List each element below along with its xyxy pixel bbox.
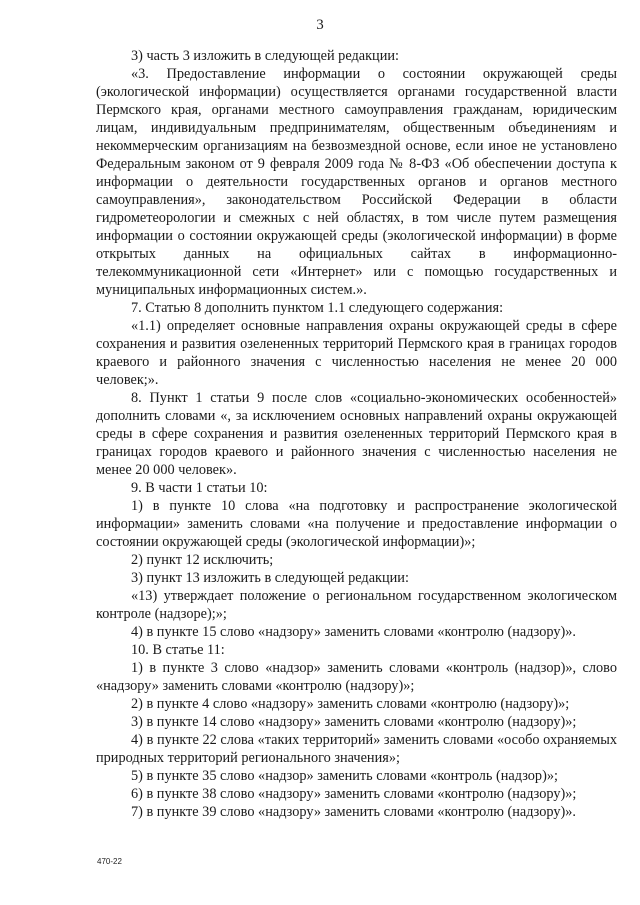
- paragraph-item-10-6: 6) в пункте 38 слово «надзору» заменить словами «контролю (надзору)»;: [131, 786, 577, 802]
- paragraph-item-7: 7. Статью 8 дополнить пунктом 1.1 следующего содержания:: [131, 300, 504, 316]
- paragraph-item-10-2: 2) в пункте 4 слово «надзору» заменить словами «контролю (надзору)»;: [131, 696, 570, 712]
- paragraph-item-9-1: 1) в пункте 10 слова «на подготовку и распространение экологической информации» заменить словами «на получение и предоставление информации о состоянии окружающей среды (экологической информации)»;: [96, 498, 617, 550]
- paragraph-part-3-text: «3. Предоставление информации о состоянии окружающей среды (экологической информации) осуществляется органами государственной власти Пермского края, органами местного самоуправления гражданам, юридическим лицам, индивидуальным предпринимателям, общественным объединениям и некоммерческим организациям на безвозмездной основе, если иное не установлено Федеральным законом от 9 февраля 2009 года № 8-ФЗ «Об обеспечении доступа к информации о деятельности государственных органов и органов местного самоуправления», законодательством Российской Федерации в области гидрометеорологии и смежных с ней областях, в том числе путем размещения информации о состоянии окружающей среды (экологической информации) в форме открытых данных на официальных сайтах в информационно-телекоммуникационной сети «Интернет» или с помощью государственных и муниципальных информационных систем.».: [96, 66, 617, 298]
- paragraph-item-8: 8. Пункт 1 статьи 9 после слов «социально-экономических особенностей» дополнить словами «, за исключением основных направлений охраны окружающей среды в сфере сохранения и развития озелененных территорий Пермского края в границах городов краевого и районного значения с численностью населения не менее 20 000 человек».: [96, 390, 617, 478]
- document-body: [96, 47, 617, 821]
- page-number: 3: [316, 17, 324, 33]
- paragraph-item-10: 10. В статье 11:: [131, 642, 225, 658]
- paragraph-item-7-text: «1.1) определяет основные направления охраны окружающей среды в сфере сохранения и развития озелененных территорий Пермского края в границах городов краевого и районного значения с численностью населения не менее 20 000 человек;».: [96, 318, 617, 388]
- paragraph-item-9-3: 3) пункт 13 изложить в следующей редакции:: [131, 570, 409, 586]
- paragraph-item-10-5: 5) в пункте 35 слово «надзор» заменить словами «контроль (надзор)»;: [131, 768, 558, 784]
- paragraph-item-9-4: 4) в пункте 15 слово «надзору» заменить словами «контролю (надзору)».: [131, 624, 576, 640]
- paragraph-item-9: 9. В части 1 статьи 10:: [131, 480, 268, 496]
- paragraph-item-10-1: 1) в пункте 3 слово «надзор» заменить словами «контроль (надзор)», слово «надзору» заменить словами «контролю (надзору)»;: [96, 660, 617, 694]
- paragraph-item-10-4: 4) в пункте 22 слова «таких территорий» заменить словами «особо охраняемых природных территорий регионального значения»;: [96, 732, 617, 766]
- paragraph-part-3-intro: 3) часть 3 изложить в следующей редакции:: [131, 48, 399, 64]
- paragraph-item-10-3: 3) в пункте 14 слово «надзору» заменить словами «контролю (надзору)»;: [131, 714, 577, 730]
- document-code: 470-22: [97, 857, 122, 866]
- paragraph-item-9-3-text: «13) утверждает положение о региональном государственном экологическом контроле (надзоре);»;: [96, 588, 617, 622]
- paragraph-item-10-7: 7) в пункте 39 слово «надзору» заменить словами «контролю (надзору)».: [131, 804, 576, 820]
- paragraph-item-9-2: 2) пункт 12 исключить;: [131, 552, 274, 568]
